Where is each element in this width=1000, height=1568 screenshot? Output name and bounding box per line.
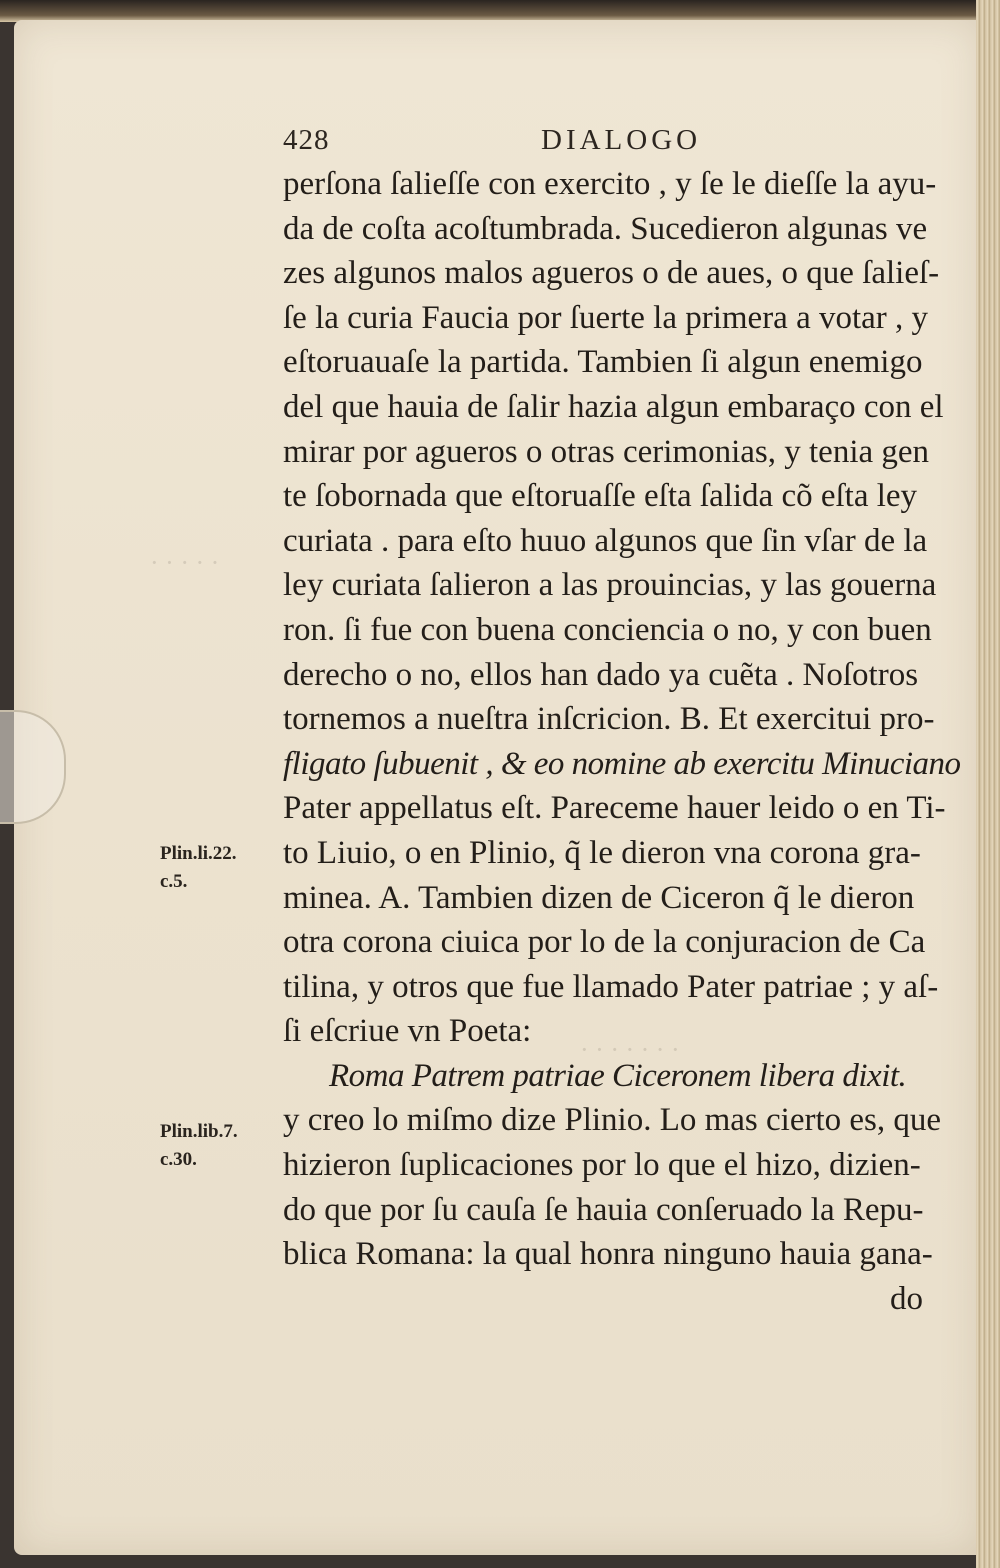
text-line: del que hauia de ſalir hazia algun embaraço con el (283, 388, 944, 425)
show-through-text: · · · · · (150, 548, 220, 577)
marginal-citation-line: c.5. (160, 871, 188, 892)
marginal-citation (160, 840, 237, 896)
text-line: ſe la curia Faucia por ſuerte la primera a votar , y (283, 299, 929, 336)
text-line: eſtoruauaſe la partida. Tambien ſi algun enemigo (283, 344, 923, 381)
text-line: zes algunos malos agueros o de aues, o que ſalieſ- (283, 255, 940, 292)
text-line: derecho o no, ellos han dado ya cuẽta . Noſotros (283, 656, 919, 693)
verse-quote-line: Roma Patrem patriae Ciceronem libera dixit. (329, 1057, 907, 1094)
text-line: curiata . para eſto huuo algunos que ſin vſar de la (283, 522, 928, 559)
text-line: otra corona ciuica por lo de la conjuracion de Ca (283, 924, 926, 961)
text-line: tornemos a nueſtra inſcricion. B. Et exercitui pro- (283, 701, 935, 738)
text-line: da de coſta acoſtumbrada. Sucedieron algunas ve (283, 210, 928, 247)
text-line: hizieron ſuplicaciones por lo que el hizo, dizien- (283, 1147, 921, 1184)
marginal-citation-line: c.30. (160, 1149, 197, 1170)
text-line: ron. ſi fue con buena conciencia o no, y con buen (283, 611, 932, 648)
book-top-edge (0, 0, 1000, 22)
text-line: mirar por agueros o otras cerimonias, y tenia gen (283, 433, 930, 470)
running-head: DIALOGO (541, 124, 702, 156)
marginal-citation (160, 1118, 238, 1174)
marginal-citation-line: Plin.li.22. (160, 843, 237, 864)
text-line: tilina, y otros que fue llamado Pater patriae ; y aſ- (283, 968, 939, 1005)
text-line: perſona ſalieſſe con exercito , y ſe le dieſſe la ayu- (283, 166, 937, 202)
text-line: minea. A. Tambien dizen de Ciceron q̃ le dieron (283, 879, 915, 916)
text-line: Pater appellatus eſt. Pareceme hauer leido o en Ti- (283, 790, 946, 827)
text-line: ſi eſcriue vn Poeta: (283, 1013, 532, 1050)
page-number: 428 (283, 124, 330, 156)
text-line: y creo lo miſmo dize Plinio. Lo mas cierto es, que (283, 1102, 942, 1139)
text-line: ley curiata ſalieron a las prouincias, y las gouerna (283, 567, 937, 604)
show-through-text: · · · · · · · (580, 1035, 680, 1064)
text-line: to Liuio, o en Plinio, q̃ le dieron vna corona gra- (283, 834, 921, 871)
text-line: do que por ſu cauſa ſe hauia conſeruado la Repu- (283, 1191, 924, 1228)
page-header (283, 120, 723, 164)
text-line: blica Romana: la qual honra ninguno hauia gana- (283, 1236, 933, 1273)
body-text (283, 162, 973, 1321)
page-fore-edge (976, 0, 1000, 1568)
catchword: do (890, 1280, 923, 1317)
text-line: te ſobornada que eſtoruaſſe eſta ſalida cõ eſta ley (283, 478, 918, 515)
marginal-citation-line: Plin.lib.7. (160, 1121, 238, 1142)
latin-quote-line: fligato ſubuenit , & eo nomine ab exercitu Minuciano (283, 745, 961, 782)
